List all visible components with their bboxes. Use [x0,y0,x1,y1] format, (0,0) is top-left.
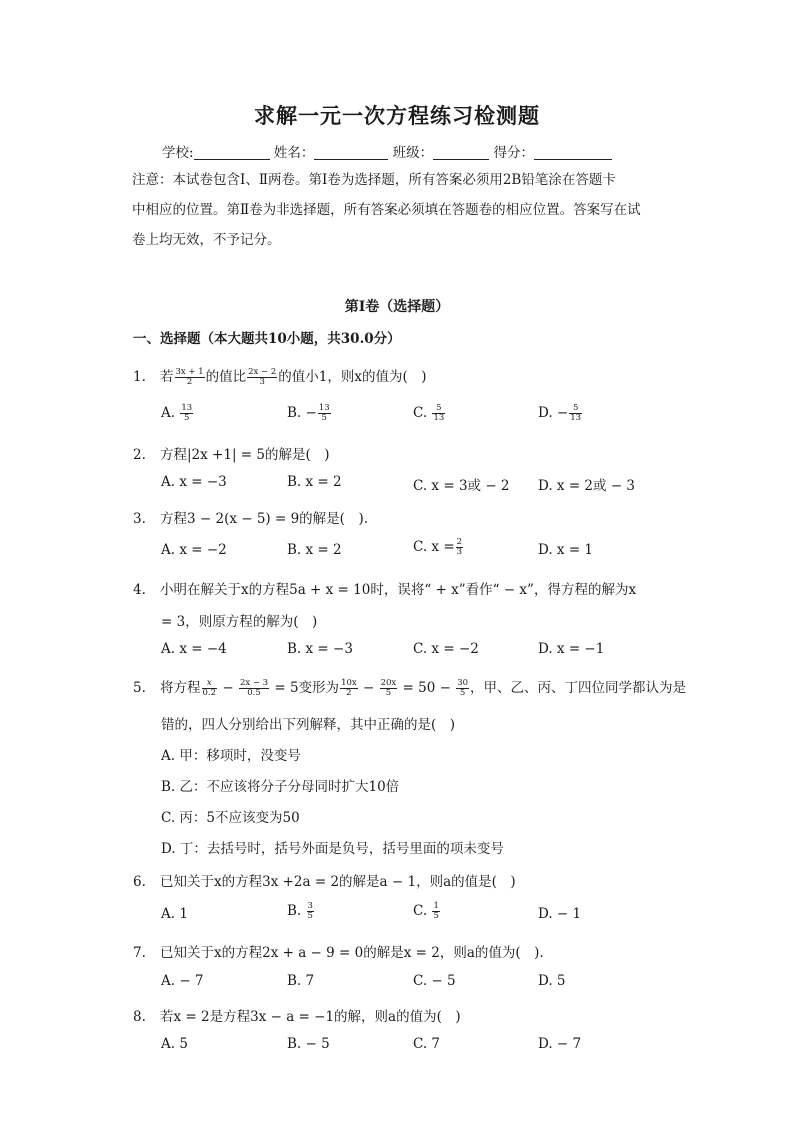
option-c[interactable]: C. − 5 [413,973,456,989]
option-c[interactable]: C. 丙：5不应该变为50 [161,810,300,826]
option-c[interactable]: C. x = $\frac{2}{3}$ [413,537,463,557]
option-b[interactable]: B. 乙：不应该将分子分母同时扩大10倍 [161,779,400,795]
option-b[interactable]: B. − 5 [287,1036,330,1052]
section-title: 第Ⅰ卷（选择题） [344,299,450,315]
option-d[interactable]: D. x = 2或 − 3 [538,478,636,494]
question-4: 4. 小明在解关于x的方程5a + x = 10时，误将“ + x”看作“ − x”，得方程的解为x [133,582,637,598]
option-d[interactable]: D. x = −1 [538,641,605,657]
question-number: 1. [133,369,146,385]
option-d[interactable]: D. 5 [538,973,566,989]
score-label: 得分： [493,145,534,161]
question-1 [133,365,427,387]
notice-line: 注意：本试卷包含Ⅰ、Ⅱ两卷。第Ⅰ卷为选择题，所有答案必须用2B铅笔涂在答题卡 [132,172,616,188]
option-b[interactable]: B. 7 [287,973,315,989]
option-b[interactable]: B. x = 2 [287,474,342,490]
school-label: 学校: [162,145,194,161]
class-label: 班级： [392,145,434,161]
question-4-cont: = 3，则原方程的解为( ) [161,614,318,630]
option-d[interactable]: D. x = 1 [538,542,594,558]
option-a[interactable]: A. − 7 [161,973,204,989]
question-2: 2. 方程|2x +1| = 5的解是( ) [133,447,330,463]
fraction: $\frac{3x + 1}{2}$ [175,367,204,387]
name-blank [314,145,388,160]
question-5-cont: 错的，四人分别给出下列解释，其中正确的是( ) [161,717,456,733]
question-6: 6. 已知关于x的方程3x +2a = 2的解是a − 1，则a的值是( ) [133,874,516,890]
option-a[interactable]: A. x = −3 [161,474,227,490]
student-info-row [162,141,612,161]
score-blank [534,145,612,160]
option-c[interactable]: C. x = −2 [413,641,479,657]
question-5: 5. 将方程 $\frac{x}{0.2}$ − $\frac{2x - 3}{0.5}$ = 5变形为 $\frac{10x}{2}$ − $\frac{20x}{5}$ = 50 − $\frac{30}{5}$ ，甲、乙、丙、丁四位同学都认为是 [133,678,687,698]
page-title: 求解一元一次方程练习检测题 [254,103,540,128]
school-blank [194,145,270,160]
option-a[interactable]: A. 1 [161,906,188,922]
question-3: 3. 方程3 − 2(x − 5) = 9的解是( ). [133,511,369,527]
option-c[interactable]: C. $\frac{5}{13}$ [413,403,445,423]
option-c[interactable]: C. $\frac{1}{5}$ [413,901,439,921]
option-d[interactable]: D. − $\frac{5}{13}$ [538,403,582,423]
question-text: 的值比 [205,369,247,385]
option-a[interactable]: A. x = −4 [161,641,227,657]
option-b[interactable]: B. $\frac{3}{5}$ [287,901,313,921]
name-label: 姓名： [273,145,315,161]
option-d[interactable]: D. − 7 [538,1036,582,1052]
notice-line: 卷上均无效，不予记分。 [132,232,281,248]
fraction: $\frac{2x - 2}{3}$ [248,367,277,387]
option-c[interactable]: C. 7 [413,1036,441,1052]
option-a[interactable]: A. x = −2 [161,542,227,558]
question-text: 的值小1，则x的值为( ) [278,369,427,385]
part-header: 一、选择题（本大题共10小题，共30.0分） [133,331,401,347]
option-b[interactable]: B. − $\frac{13}{5}$ [287,403,330,423]
option-d[interactable]: D. 丁：去括号时，括号外面是负号，括号里面的项未变号 [161,841,504,857]
question-8: 8. 若x = 2是方程3x − a = −1的解，则a的值为( ) [133,1009,461,1025]
exam-notice [132,165,662,255]
option-c[interactable]: C. x = 3或 − 2 [413,478,510,494]
class-blank [433,145,489,160]
option-a[interactable]: A. 5 [161,1036,188,1052]
option-b[interactable]: B. x = −3 [287,641,353,657]
option-a[interactable]: A. 甲：移项时，没变号 [161,748,301,764]
option-b[interactable]: B. x = 2 [287,542,342,558]
question-7: 7. 已知关于x的方程2x + a − 9 = 0的解是x = 2，则a的值为( ). [133,945,544,961]
option-a[interactable]: A. $\frac{13}{5}$ [161,403,193,423]
option-d[interactable]: D. − 1 [538,906,582,922]
question-text: 若 [160,369,174,385]
notice-line: 中相应的位置。第Ⅱ卷为非选择题，所有答案必须填在答题卷的相应位置。答案写在试 [132,202,641,218]
